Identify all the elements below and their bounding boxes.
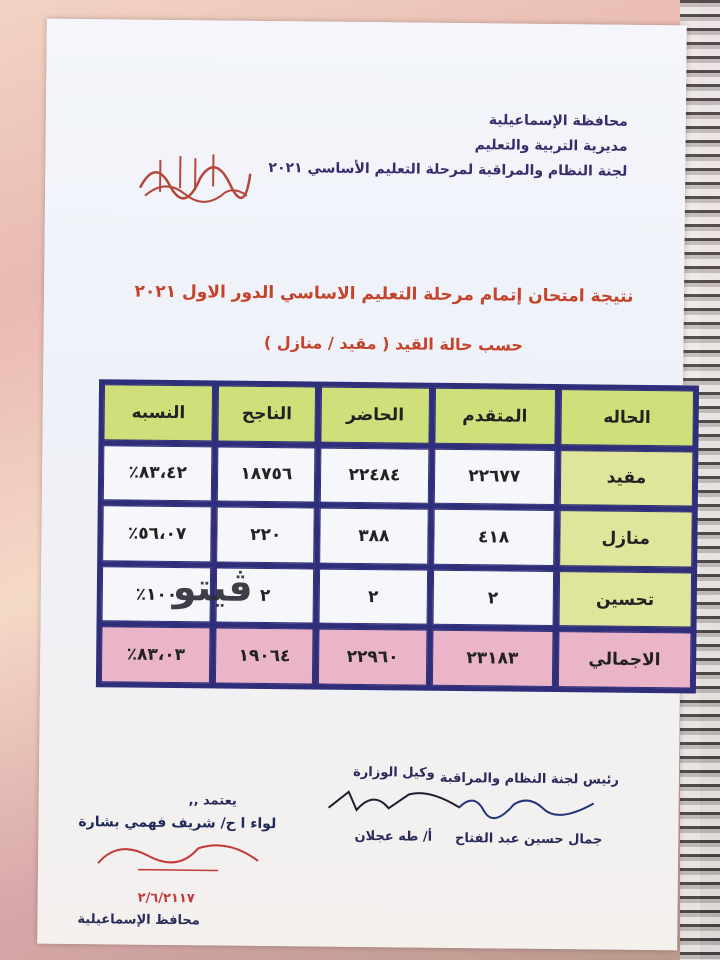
issuer-header	[268, 106, 628, 185]
handwritten-signature	[319, 784, 469, 820]
row-label: الاجمالي	[558, 631, 692, 688]
header-status: الحاله	[560, 389, 694, 446]
cell-present: ٣٨٨	[319, 508, 428, 565]
signatory-title: رئيس لجنة النظام والمراقبة	[439, 770, 619, 788]
cell-applied: ٤١٨	[433, 509, 555, 566]
header-percentage: النسبه	[103, 384, 213, 441]
header-applied: المتقدم	[434, 388, 556, 445]
report-subtitle: حسب حالة القيد ( مقيد / منازل )	[263, 332, 524, 355]
signature-block-undersecretary	[318, 762, 469, 850]
governorate-line: محافظة الإسماعيلية	[488, 112, 628, 130]
document-sheet	[37, 19, 687, 951]
cell-percentage: ٥٦،٠٧٪	[102, 505, 212, 562]
table-total-row	[101, 627, 692, 689]
handwritten-signature	[78, 833, 278, 881]
row-label: منازل	[559, 510, 693, 567]
cell-applied: ٢٢٦٧٧	[433, 448, 555, 505]
handwritten-signature	[454, 790, 604, 822]
signatory-role: محافظ الإسماعيلية	[77, 912, 200, 929]
table-row	[102, 505, 693, 567]
cell-percentage: ٨٣،٤٢٪	[103, 445, 213, 502]
cell-applied: ٢	[432, 570, 554, 627]
signature-date: ٢/٦/٢١١٧	[137, 890, 195, 907]
basmala-calligraphy	[135, 148, 254, 207]
cell-present: ٢٢٩٦٠	[318, 629, 427, 686]
row-label: تحسين	[558, 571, 692, 628]
row-label: مقيد	[559, 450, 693, 507]
table-header-row	[103, 384, 694, 446]
table-row	[103, 445, 694, 507]
cell-passed: ٢٢٠	[216, 507, 315, 564]
results-table	[96, 379, 699, 693]
cell-percentage: ٨٣،٠٣٪	[101, 627, 211, 684]
cell-applied: ٢٣١٨٣	[432, 630, 554, 687]
signatory-title: وكيل الوزارة	[353, 764, 435, 781]
header-present: الحاضر	[321, 387, 430, 444]
news-watermark: ڤيتو	[172, 565, 253, 610]
signatory-name: لواء ا ح/ شريف فهمي بشارة	[78, 814, 277, 833]
directorate-line: مديرية التربية والتعليم	[474, 137, 628, 155]
cell-passed: ٢	[216, 567, 315, 624]
cell-passed: ١٨٧٥٦	[217, 446, 316, 503]
signatory-name: جمال حسين عبد الفتاح	[454, 830, 603, 848]
committee-line: لجنة النظام والمراقبة لمرحلة التعليم الأساسي ٢٠٢١	[268, 160, 628, 180]
report-title: نتيجة امتحان إتمام مرحلة التعليم الاساسي الدور الاول ٢٠٢١	[134, 281, 634, 307]
cell-passed: ١٩٠٦٤	[215, 628, 314, 685]
header-passed: الناجح	[218, 385, 317, 442]
cell-percentage: ١٠٠٪	[102, 566, 212, 623]
cell-present: ٢	[319, 568, 428, 625]
approval-label: يعتمد ,,	[188, 793, 237, 809]
cell-present: ٢٢٤٨٤	[320, 447, 429, 504]
signatory-name: أ/ طه عجلان	[354, 828, 433, 845]
signature-block-governor	[77, 789, 278, 933]
